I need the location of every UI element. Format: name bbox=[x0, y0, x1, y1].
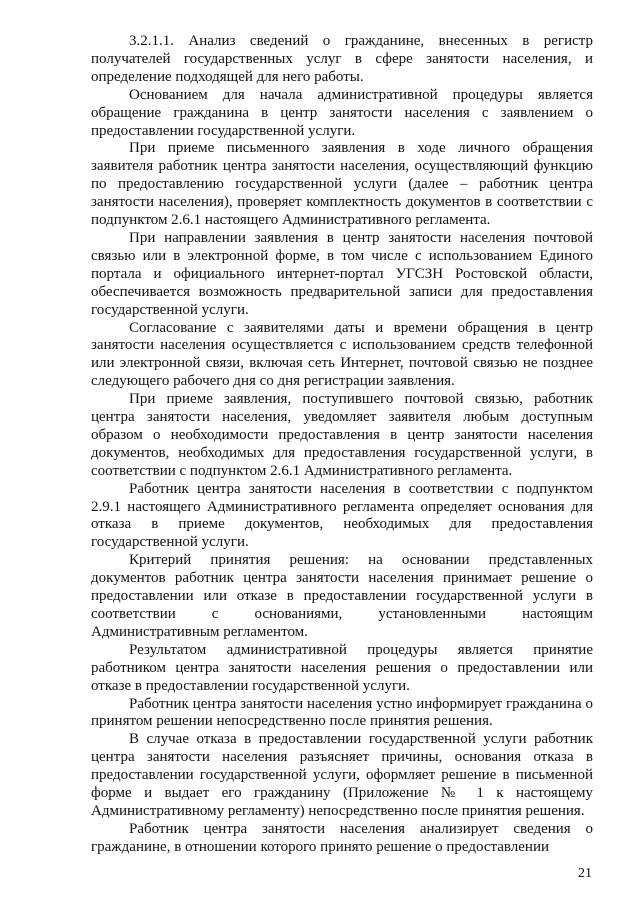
paragraph: Критерий принятия решения: на основании представленных документов работник центра занятости населения принимает решение о предоставлении или отказе в предоставлении государственной услуги в соответствии с основаниями, установленными настоящим Административным регламентом. bbox=[91, 552, 593, 640]
paragraph: При приеме письменного заявления в ходе личного обращения заявителя работник центра занятости населения, осуществляющий функцию по предоставлению государственной услуги (далее – работник центра занятости населения), проверяет комплектность документов в соответствии с подпунктом 2.6.1 настоящего Административного регламента. bbox=[91, 140, 593, 229]
page-number: 21 bbox=[578, 866, 592, 881]
paragraph-section-heading: 3.2.1.1. Анализ сведений о гражданине, внесенных в регистр получателей государственных услуг в сфере занятости населения, и определение подходящей для него работы. bbox=[91, 33, 593, 85]
paragraph: Работник центра занятости населения устно информирует гражданина о принятом решении непосредственно после принятия решения. bbox=[91, 695, 593, 730]
paragraph: В случае отказа в предоставлении государственной услуги работник центра занятости населения разъясняет причины, основания отказа в предоставлении государственной услуги, оформляет решение в письменной форме и выдает его гражданину (Приложение № 1 к настоящему Административному регламенту) непосредственно после принятия решения. bbox=[91, 731, 593, 819]
paragraph: При направлении заявления в центр занятости населения почтовой связью или в электронной форме, в том числе с использованием Единого портала и официального интернет-портал УГСЗН Ростовской области, обеспечивается возможность предварительной записи для предоставления государственной услуги. bbox=[91, 229, 593, 318]
paragraph: При приеме заявления, поступившего почтовой связью, работник центра занятости населения, уведомляет заявителя любым доступным образом о необходимости предоставления в центр занятости населения документов, необходимых для предоставления государственной услуги, в соответствии с подпунктом 2.6.1 Административного регламента. bbox=[91, 391, 593, 479]
paragraph: Работник центра занятости населения в соответствии с подпунктом 2.9.1 настоящего Административного регламента определяет основания для отказа в приеме документов, необходимых для предоставления государственной услуги. bbox=[91, 480, 593, 551]
document-body bbox=[91, 33, 593, 857]
paragraph: Основанием для начала административной процедуры является обращение гражданина в центр занятости населения с заявлением о предоставлении государственной услуги. bbox=[91, 86, 593, 139]
paragraph: Результатом административной процедуры является принятие работником центра занятости населения решения о предоставлении или отказе в предоставлении государственной услуги. bbox=[91, 641, 593, 694]
paragraph: Согласование с заявителями даты и времени обращения в центр занятости населения осуществляется с использованием средств телефонной или электронной связи, включая сеть Интернет, почтовой связью не позднее следующего рабочего дня со дня регистрации заявления. bbox=[91, 319, 593, 390]
paragraph: Работник центра занятости населения анализирует сведения о гражданине, в отношении которого принято решение о предоставлении bbox=[91, 820, 593, 855]
